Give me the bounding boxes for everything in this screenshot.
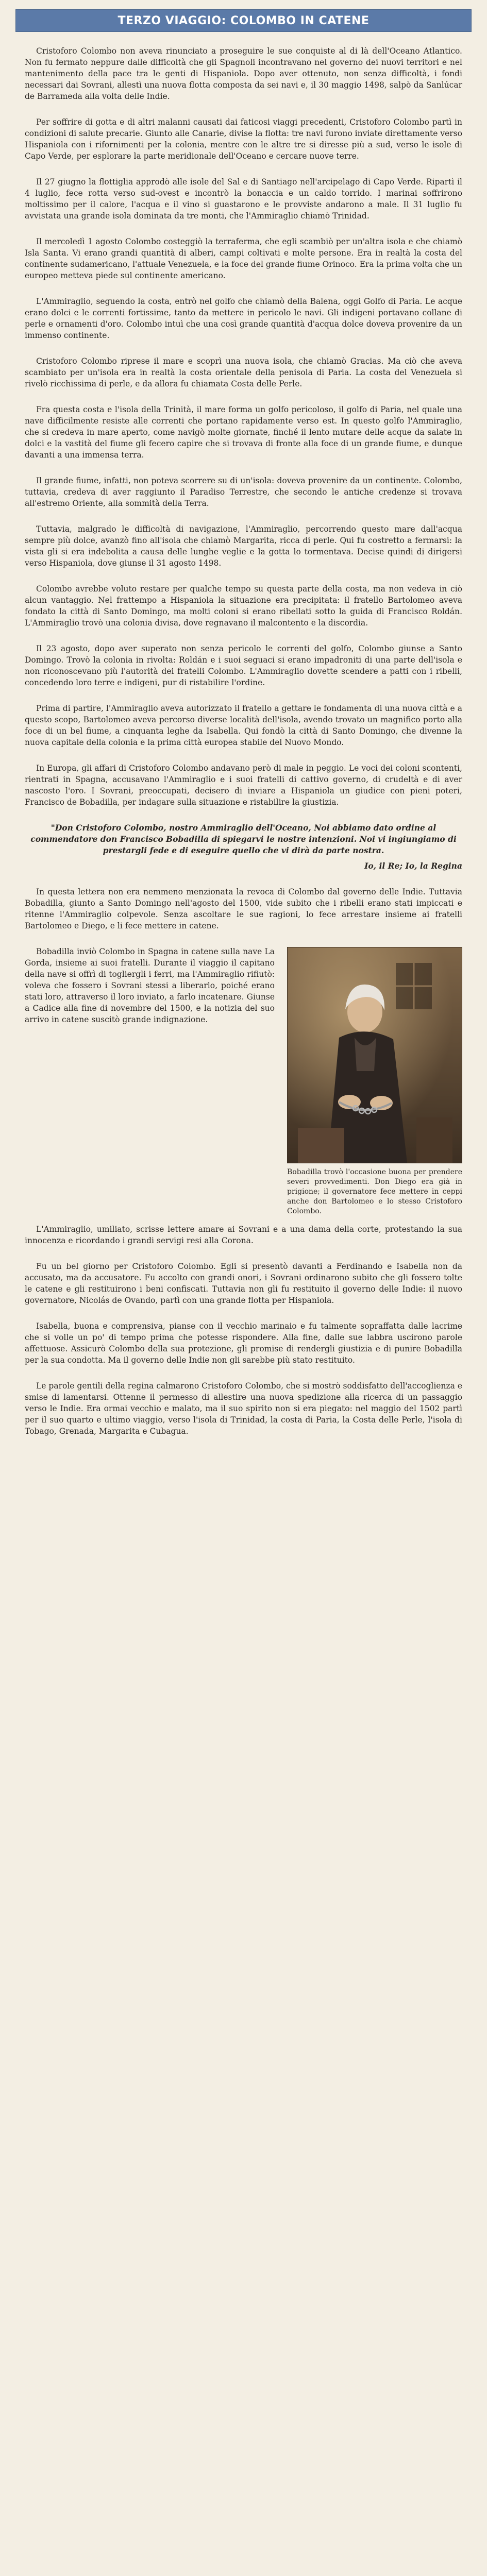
paragraph: L'Ammiraglio, umiliato, scrisse lettere amare ai Sovrani e a una dama della corte, protestando la sua innocenza e ricordando i grandi servigi resi alla Corona. <box>25 1225 462 1245</box>
paragraph: L'Ammiraglio, seguendo la costa, entrò nel golfo che chiamò della Balena, oggi Golfo di Paria. Le acque erano dolci e le correnti fortissime, tanto da mettere in pericolo le navi. Gli indigeni portavano collane di perle e ornamenti d'oro. Colombo intuì che una così grande quantità d'acqua dolce doveva provenire da un immenso continente. <box>25 297 462 340</box>
figure-caption: Bobadilla trovò l'occasione buona per prendere severi provvedimenti. Don Diego era già in prigione; il governatore fece mettere in ceppi anche don Bartolomeo e lo stesso Cristoforo Colombo. <box>287 1168 462 1215</box>
paragraph: Le parole gentili della regina calmarono Cristoforo Colombo, che si mostrò soddisfatto dell'accoglienza e smise di lamentarsi. Ottenne il permesso di allestire una nuova spedizione alla ricerca di un passaggio verso le Indie. Era ormai vecchio e malato, ma il suo spirito non si era piegato: nel maggio del 1502 partì per il suo quarto e ultimo viaggio, verso l'isola di Trinidad, la costa di Paria, la Costa delle Perle, l'isola di Tobago, Grenada, Margarita e Cubagua. <box>25 1381 462 1436</box>
royal-letter-quote: "Don Cristoforo Colombo, nostro Ammiraglio dell'Oceano, Noi abbiamo dato ordine al commendatore don Francisco Bobadilla di spiegarvi le nostre intenzioni. Noi vi ingiungiamo di prestargli fede e di eseguire quello che vi dirà da parte nostra. <box>30 823 457 855</box>
paragraph: Il 23 agosto, dopo aver superato non senza pericolo le correnti del golfo, Colombo giunse a Santo Domingo. Trovò la colonia in rivolta: Roldán e i suoi seguaci si erano impadroniti di una parte dell'isola e non riconoscevano più l'autorità dei fratelli Colombo. L'Ammiraglio dovette scendere a patti con i ribelli, concedendo loro terre e indigeni, pur di ristabilire l'ordine. <box>25 644 462 687</box>
columbus-in-chains-illustration <box>288 947 462 1163</box>
paragraph: Il 27 giugno la flottiglia approdò alle isole del Sal e di Santiago nell'arcipelago di Capo Verde. Ripartì il 4 luglio, fece rotta verso sud-ovest e incontrò la bonaccia e un caldo torrido. I marinai soffrirono moltissimo per il calore, l'acqua e il vino si guastarono e le provviste andarono a male. Il 31 luglio fu avvistata una grande isola dominata da tre monti, che l'Ammiraglio chiamò Trinidad. <box>25 177 462 221</box>
article-body <box>15 32 472 1437</box>
paragraph: Cristoforo Colombo non aveva rinunciato a proseguire le sue conquiste al di là dell'Oceano Atlantico. Non fu fermato neppure dalle difficoltà che gli Spagnoli incontravano nel governo dei nuovi territori e nel mantenimento della pace tra le genti di Hispaniola. Dopo aver ottenuto, non senza difficoltà, i fondi necessari dai Sovrani, allestì una nuova flotta composta da sei navi e, il 30 maggio 1498, salpò da Sanlúcar de Barrameda alla volta delle Indie. <box>25 46 462 101</box>
columbus-in-chains-image <box>287 947 462 1163</box>
paragraph: Cristoforo Colombo riprese il mare e scoprì una nuova isola, che chiamò Gracias. Ma ciò che aveva scambiato per un'isola era in realtà la costa orientale della penisola di Paria. La costa del Venezuela si rivelò ricchissima di perle, e da allora fu chiamata Costa delle Perle. <box>25 357 462 388</box>
paragraph: Isabella, buona e comprensiva, pianse con il vecchio marinaio e fu talmente sopraffatta dalle lacrime che si volle un po' di tempo prima che potesse rispondere. Alla fine, dalle sue labbra uscirono parole affettuose. Assicurò Colombo della sua protezione, gli promise di rendergli giustizia e di punire Bobadilla per la sua condotta. Ma il governo delle Indie non gli sarebbe più stato restituito. <box>25 1321 462 1365</box>
royal-letter-signature: Io, il Re; Io, la Regina <box>364 861 462 871</box>
paragraph: Fu un bel giorno per Cristoforo Colombo. Egli si presentò davanti a Ferdinando e Isabella non da accusato, ma da accusatore. Fu accolto con grandi onori, i Sovrani ordinarono subito che gli fossero tolte le catene e gli restituirono i beni confiscati. Tuttavia non gli fu restituito il governo delle Indie: il nuovo governatore, Nicolás de Ovando, partì con una grande flotta per Hispaniola. <box>25 1262 462 1305</box>
page-title: TERZO VIAGGIO: COLOMBO IN CATENE <box>117 14 370 27</box>
paragraph: Per soffrire di gotta e di altri malanni causati dai faticosi viaggi precedenti, Cristoforo Colombo partì in condizioni di salute precarie. Giunto alle Canarie, divise la flotta: tre navi furono inviate direttamente verso Hispaniola con i rifornimenti per la colonia, mentre con le altre tre si diresse più a sud, verso le isole di Capo Verde, per esplorare la parte meridionale dell'Oceano e cercare nuove terre. <box>25 117 462 161</box>
paragraph: Bobadilla inviò Colombo in Spagna in catene sulla nave La Gorda, insieme ai suoi fratelli. Durante il viaggio il capitano della nave si offrì di togliergli i ferri, ma l'Ammiraglio rifiutò: voleva che fossero i Sovrani stessi a liberarlo, poiché erano stati loro, attraverso il loro inviato, a farlo incatenare. Giunse a Cadice alla fine di novembre del 1500, e la notizia del suo arrivo in catene suscitò grande indignazione. <box>25 947 275 1024</box>
paragraph: Prima di partire, l'Ammiraglio aveva autorizzato il fratello a gettare le fondamenta di una nuova città e a questo scopo, Bartolomeo aveva percorso diverse località dell'isola, avendo trovato un magnifico porto alla foce di un bel fiume, a cinquanta leghe da Isabella. Qui fondò la città di Santo Domingo, che divenne la nuova capitale della colonia e la prima città europea stabile del Nuovo Mondo. <box>25 704 462 747</box>
paragraph: Tuttavia, malgrado le difficoltà di navigazione, l'Ammiraglio, percorrendo questo mare dall'acqua sempre più dolce, avanzò fino all'isola che chiamò Margarita, ricca di perle. Qui fu costretto a fermarsi: la vista gli si era indebolita a causa delle lunghe veglie e la gotta lo tormentava. Decise quindi di dirigersi verso Hispaniola, dove giunse il 31 agosto 1498. <box>25 524 462 568</box>
figure <box>287 947 462 1216</box>
paragraph: In Europa, gli affari di Cristoforo Colombo andavano però di male in peggio. Le voci dei coloni scontenti, rientrati in Spagna, accusavano l'Ammiraglio e i suoi fratelli di cattivo governo, di crudeltà e di aver nascosto l'oro. I Sovrani, preoccupati, decisero di inviare a Hispaniola un giudice con pieni poteri, Francisco de Bobadilla, per indagare sulla situazione e ristabilire la giustizia. <box>25 764 462 807</box>
paragraph: Il grande fiume, infatti, non poteva scorrere su di un'isola: doveva provenire da un continente. Colombo, tuttavia, credeva di aver raggiunto il Paradiso Terrestre, che secondo le antiche credenze si trovava all'estremo Oriente, alla sommità della Terra. <box>25 476 462 508</box>
title-bar <box>15 9 472 32</box>
paragraph: Il mercoledì 1 agosto Colombo costeggiò la terraferma, che egli scambiò per un'altra isola e che chiamò Isla Santa. Vi erano grandi quantità di alberi, campi coltivati e molte persone. Era in realtà la costa del continente sudamericano, l'attuale Venezuela, e la foce del grande fiume Orinoco. Era la prima volta che un europeo metteva piede sul continente americano. <box>25 237 462 280</box>
paragraph: In questa lettera non era nemmeno menzionata la revoca di Colombo dal governo delle Indie. Tuttavia Bobadilla, giunto a Santo Domingo nell'agosto del 1500, vide subito che i ribelli erano stati impiccati e ritenne l'Ammiraglio colpevole. Senza ascoltare le sue ragioni, lo fece arrestare insieme ai fratelli Bartolomeo e Diego, e li fece mettere in catene. <box>25 887 462 930</box>
paragraph: Colombo avrebbe voluto restare per qualche tempo su questa parte della costa, ma non vedeva in ciò alcun vantaggio. Nel frattempo a Hispaniola la situazione era precipitata: il fratello Bartolomeo aveva fondato la città di Santo Domingo, ma molti coloni si erano ribellati sotto la guida di Francisco Roldán. L'Ammiraglio trovò una colonia divisa, dove regnavano il malcontento e la discordia. <box>25 584 462 628</box>
paragraph: Fra questa costa e l'isola della Trinità, il mare forma un golfo pericoloso, il golfo di Paria, nel quale una nave difficilmente resiste alle correnti che portano rapidamente verso est. In questo golfo l'Ammiraglio, che si credeva in mare aperto, come navigò molte giornate, finché il lento mutare delle acque da salate in dolci e la vastità del fiume gli fecero capire che si trovava di fronte alla foce di un grande fiume, e dunque davanti a una immensa terra. <box>25 405 462 460</box>
